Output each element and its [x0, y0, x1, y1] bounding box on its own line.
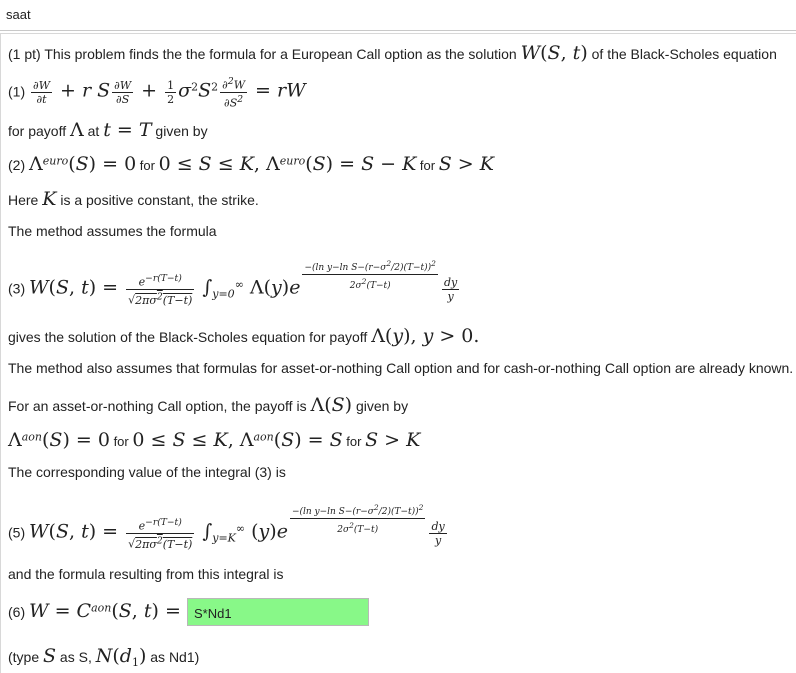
gives-line: gives the solution of the Black-Scholes equation for payoff Λ(y), y > 0. — [8, 325, 480, 347]
also-line: The method also assumes that formulas for asset-or-nothing Call option and for cash-or-nothing Call option are already known. — [8, 360, 794, 376]
payoff-line: for payoff Λ at t = T given by — [8, 119, 208, 141]
aon-line: For an asset-or-nothing Call option, the payoff is Λ(S) given by — [8, 394, 409, 416]
math-W-S-t: W — [520, 42, 541, 64]
intro-text-b: of the Black-Scholes equation — [587, 46, 777, 62]
type-hint-line: (type S as S, $N(d_1)$ as Nd1) — [8, 645, 200, 669]
content-top-border — [0, 33, 796, 34]
eq1-label: (1) — [8, 83, 29, 100]
answer-field[interactable] — [187, 598, 369, 626]
top-input-text: saat — [6, 7, 31, 22]
aon-equation: $\Lambda^{aon}(S) = 0$ for 0 ≤ S ≤ K, $\Lambda^{aon}(S) = S$ for S > K — [8, 429, 421, 451]
answer-input[interactable] — [188, 599, 370, 627]
equation-2: (2) $\Lambda^{euro}(S) = 0$ for 0 ≤ S ≤ K, $\Lambda^{euro}(S) = S - K$ for S > K — [8, 153, 494, 175]
method-line: The method assumes the formula — [8, 223, 217, 239]
equation-6: (6) $W = C^{aon}(S$, t) = — [8, 600, 181, 622]
intro-line: (1 pt) This problem finds the the formula for a European Call option as the solution W(S, t) of the Black-Scholes equation — [8, 42, 777, 64]
equation-5: (5) W(S, t) = $\frac{e^{-r(T-t)}}{√2\pi\sigma^2(T-t)}$ $\int_{y=K}^\infty$ (y)e $\frac{-(\ln y-\ln S-(r-\sigma^2/2)(T-t))^2}{2\sigma^2(T-t)}$ $\frac{dy}{y}$ — [8, 503, 445, 551]
equation-3: (3) W(S, t) = $\frac{e^{-r(T-t)}}{√2\pi\sigma^2(T-t)}$ $\int_{y=0}^\infty$ Λ(y)e $\frac{-(\ln y-\ln S-(r-\sigma^2/2)(T-t))^2}{2\sigma^2(T-t)}$ $\frac{dy}{y}$ — [8, 259, 458, 307]
corresponding-line: The corresponding value of the integral (3) is — [8, 464, 286, 480]
intro-text-a: (1 pt) This problem finds the the formula for a European Call option as the solution — [8, 46, 521, 62]
content-left-border — [0, 33, 1, 673]
top-input-bar[interactable] — [0, 0, 796, 31]
equation-1: (1) $\frac{\partial W}{\partial t}$ + r S $\frac{\partial W}{\partial S}$ + $\frac{1}{2}$ $\sigma^2S^2$ $\frac{\partial^2W}{\partial S^2}$ = rW — [8, 76, 306, 110]
formula-line: and the formula resulting from this integral is — [8, 566, 284, 582]
here-line: Here K is a positive constant, the strike. — [8, 188, 259, 210]
